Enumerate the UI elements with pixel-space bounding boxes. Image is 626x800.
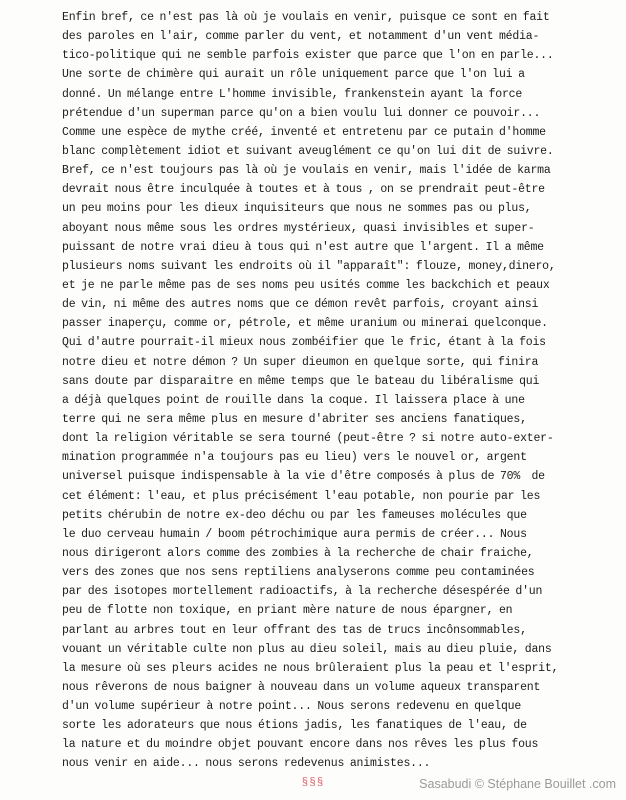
text-line: mination programmée n'a toujours pas eu lieu) vers le nouvel or, argent — [62, 451, 527, 465]
text-line: dont la religion véritable se sera tourné (peut-être ? si notre auto-exter- — [62, 432, 554, 446]
text-line: vers des zones que nos sens reptiliens analyserons comme peu contaminées — [62, 566, 535, 580]
text-line: plusieurs noms suivant les endroits où il "apparaît": flouze, money,dinero, — [62, 259, 556, 273]
text-line: blanc complètement idiot et suivant aveuglément ce qu'on lui dit de suivre. — [62, 144, 554, 158]
text-line: le duo cerveau humain / boom pétrochimique aura permis de créer... Nous — [62, 527, 527, 541]
text-line: peu de flotte non toxique, en priant mère nature de nous épargner, en — [62, 604, 513, 618]
text-line: a déjà quelques point de rouille dans la coque. Il laissera place à une — [62, 393, 525, 407]
text-line: parlant au arbres tout en leur offrant des tas de trucs incônsommables, — [62, 623, 527, 637]
text-line: nous rêverons de nous baigner à nouveau dans un volume aqueux transparent — [62, 680, 541, 694]
text-line: tico-politique qui ne semble parfois exister que parce que l'on en parle... — [62, 49, 554, 63]
text-line: puissant de notre vrai dieu à tous qui n'est autre que l'argent. Il a même — [62, 240, 544, 254]
text-line: vouant un véritable culte non plus au dieu soleil, mais au dieu pluie, dans — [62, 642, 552, 656]
text-line: sans doute par disparaitre en même temps que le bateau du libéralisme qui — [62, 374, 540, 388]
text-line: d'un volume supérieur à notre point... Nous serons redevenu en quelque — [62, 700, 522, 714]
text-line: cet élément: l'eau, et plus précisément l'eau potable, non pourie par les — [62, 489, 541, 503]
text-line: de vin, ni même des autres noms que ce démon revêt parfois, croyant ainsi — [62, 298, 539, 312]
text-line: nous venir en aide... nous serons redevenus animistes... — [62, 757, 431, 771]
text-line: des paroles en l'air, comme parler du vent, et notamment d'un vent média- — [62, 30, 540, 44]
section-mark: §§§ — [301, 777, 325, 789]
text-line: aboyant nous même sous les ordres mystérieux, quasi invisibles et super- — [62, 221, 535, 235]
text-line: universel puisque indispensable à la vie d'être composés à plus de 70% de — [62, 470, 545, 484]
text-line: nous dirigeront alors comme des zombies à la recherche de chair fraiche, — [62, 546, 534, 560]
text-line: passer inaperçu, comme or, pétrole, et même uranium ou minerai quelconque. — [62, 317, 548, 331]
typed-text-block — [62, 8, 602, 774]
text-line: un peu moins pour les dieux inquisiteurs que nous ne sommes pas ou plus, — [62, 202, 532, 216]
text-line: Une sorte de chimère qui aurait un rôle uniquement parce que l'on lui a — [62, 68, 525, 82]
text-line: Qui d'autre pourrait-il mieux nous zombéifier que le fric, étant à la fois — [62, 336, 546, 350]
text-line: par des isotopes mortellement radioactifs, à la recherche désespérée d'un — [62, 585, 543, 599]
text-line: petits chérubin de notre ex-deo déchu ou par les fameuses molécules que — [62, 508, 527, 522]
text-line: sorte les adorateurs que nous étions jadis, les fanatiques de l'eau, de — [62, 719, 527, 733]
text-line: donné. Un mélange entre L'homme invisible, frankenstein ayant la force — [62, 87, 523, 101]
text-line: notre dieu et notre démon ? Un super dieumon en quelque sorte, qui finira — [62, 355, 539, 369]
text-line: Enfin bref, ce n'est pas là où je voulais en venir, puisque ce sont en fait — [62, 11, 550, 24]
text-line: terre qui ne sera même plus en mesure d'abriter ses anciens fanatiques, — [62, 412, 527, 426]
text-line: Bref, ce n'est toujours pas là où je voulais en venir, mais l'idée de karma — [62, 164, 551, 178]
text-line: Comme une espèce de mythe créé, inventé et entretenu par ce putain d'homme — [62, 125, 546, 139]
text-line: la mesure où ses pleurs acides ne nous brûleraient plus la peau et l'esprit, — [62, 661, 559, 675]
text-line: devrait nous être inculquée à toutes et à tous , on se prendrait peut-être — [62, 183, 545, 197]
text-line: prétendue d'un superman parce qu'on a bien voulu lui donner ce pouvoir... — [62, 106, 541, 120]
watermark: Sasabudi © Stéphane Bouillet .com — [419, 777, 616, 791]
text-line: et je ne parle même pas de ses noms peu usités comme les backchich et peaux — [62, 278, 550, 292]
text-line: la nature et du moindre objet pouvant encore dans nos rêves les plus fous — [62, 738, 539, 752]
